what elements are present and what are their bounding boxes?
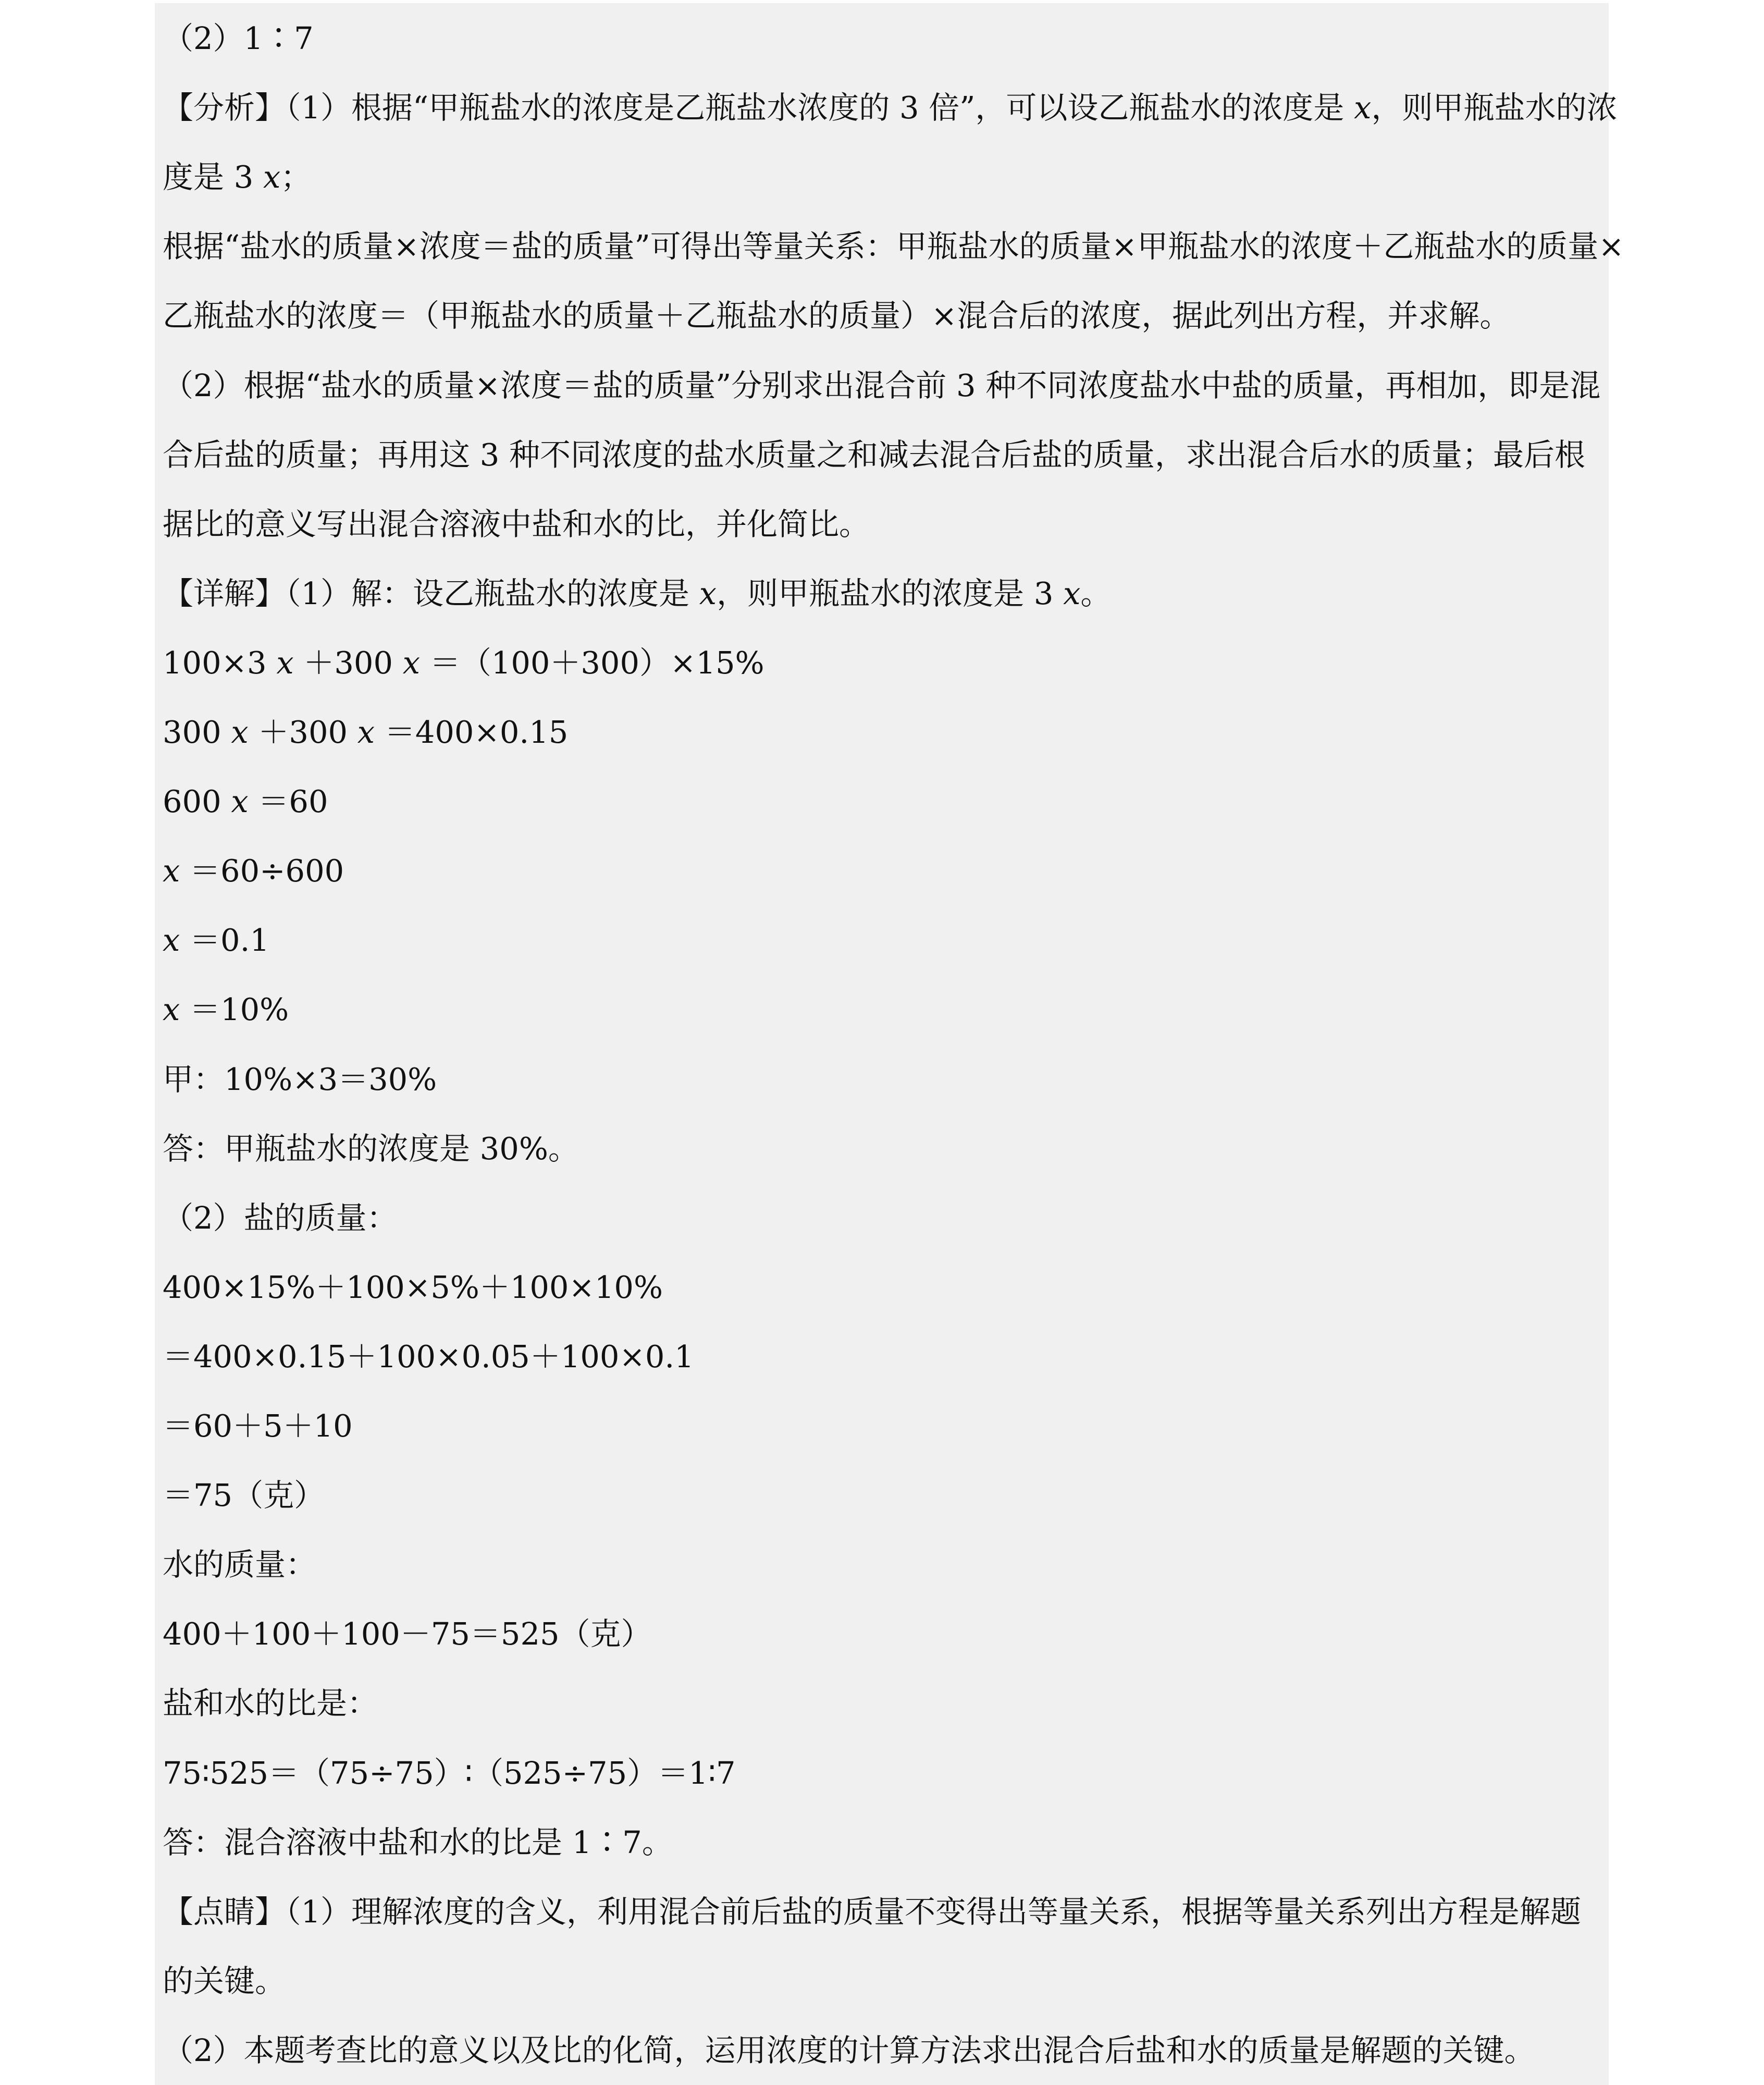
- text-line: 度是 3 x；: [163, 159, 312, 195]
- text-line: （2）1∶7: [163, 20, 314, 56]
- text-line: 盐和水的比是：: [163, 1685, 378, 1722]
- text-line: 【分析】（1）根据“甲瓶盐水的浓度是乙瓶盐水浓度的 3 倍”，可以设乙瓶盐水的浓度是 x，则甲瓶盐水的浓: [163, 90, 1618, 126]
- text-line: （2）本题考查比的意义以及比的化简，运用浓度的计算方法求出混合后盐和水的质量是解题的关键。: [163, 2032, 1535, 2068]
- text-line: 据比的意义写出混合溶液中盐和水的比，并化简比。: [163, 506, 870, 542]
- text-line: 的关键。: [163, 1963, 286, 1999]
- text-line: 100×3 x ＋300 x ＝（100＋300）×15%: [163, 644, 764, 681]
- text-line: 600 x ＝60: [163, 783, 328, 820]
- text-line: 答：甲瓶盐水的浓度是 30%。: [163, 1130, 579, 1167]
- text-line: 答：混合溶液中盐和水的比是 1∶7。: [163, 1824, 673, 1860]
- text-line: ＝400×0.15＋100×0.05＋100×0.1: [163, 1338, 694, 1375]
- text-line: （2）盐的质量：: [163, 1199, 398, 1236]
- text-line: x ＝60÷600: [163, 853, 344, 889]
- text-line: 400＋100＋100－75＝525（克）: [163, 1616, 652, 1652]
- text-line: ＝60＋5＋10: [163, 1408, 353, 1444]
- text-line: x ＝10%: [163, 991, 289, 1028]
- text-line: 水的质量：: [163, 1547, 317, 1583]
- text-line: 合后盐的质量；再用这 3 种不同浓度的盐水质量之和减去混合后盐的质量，求出混合后水的质量；最后根: [163, 436, 1586, 473]
- text-line: 75∶525＝（75÷75）∶（525÷75）＝1∶7: [163, 1755, 736, 1791]
- text-line: ＝75（克）: [163, 1477, 325, 1514]
- text-line: 根据“盐水的质量×浓度＝盐的质量”可得出等量关系：甲瓶盐水的质量×甲瓶盐水的浓度＋乙瓶盐水的质量×: [163, 228, 1624, 265]
- text-line: x ＝0.1: [163, 922, 269, 959]
- text-line: 甲：10%×3＝30%: [163, 1061, 437, 1097]
- text-line: 乙瓶盐水的浓度＝（甲瓶盐水的质量＋乙瓶盐水的质量）×混合后的浓度，据此列出方程，并求解。: [163, 298, 1511, 334]
- text-line: （2）根据“盐水的质量×浓度＝盐的质量”分别求出混合前 3 种不同浓度盐水中盐的质量，再相加，即是混: [163, 367, 1601, 403]
- text-line: 【点睛】（1）理解浓度的含义，利用混合前后盐的质量不变得出等量关系，根据等量关系列出方程是解题: [163, 1893, 1582, 1930]
- text-line: 300 x ＋300 x ＝400×0.15: [163, 714, 569, 750]
- text-line: 【详解】（1）解：设乙瓶盐水的浓度是 x，则甲瓶盐水的浓度是 3 x。: [163, 575, 1112, 611]
- text-line: 400×15%＋100×5%＋100×10%: [163, 1269, 663, 1305]
